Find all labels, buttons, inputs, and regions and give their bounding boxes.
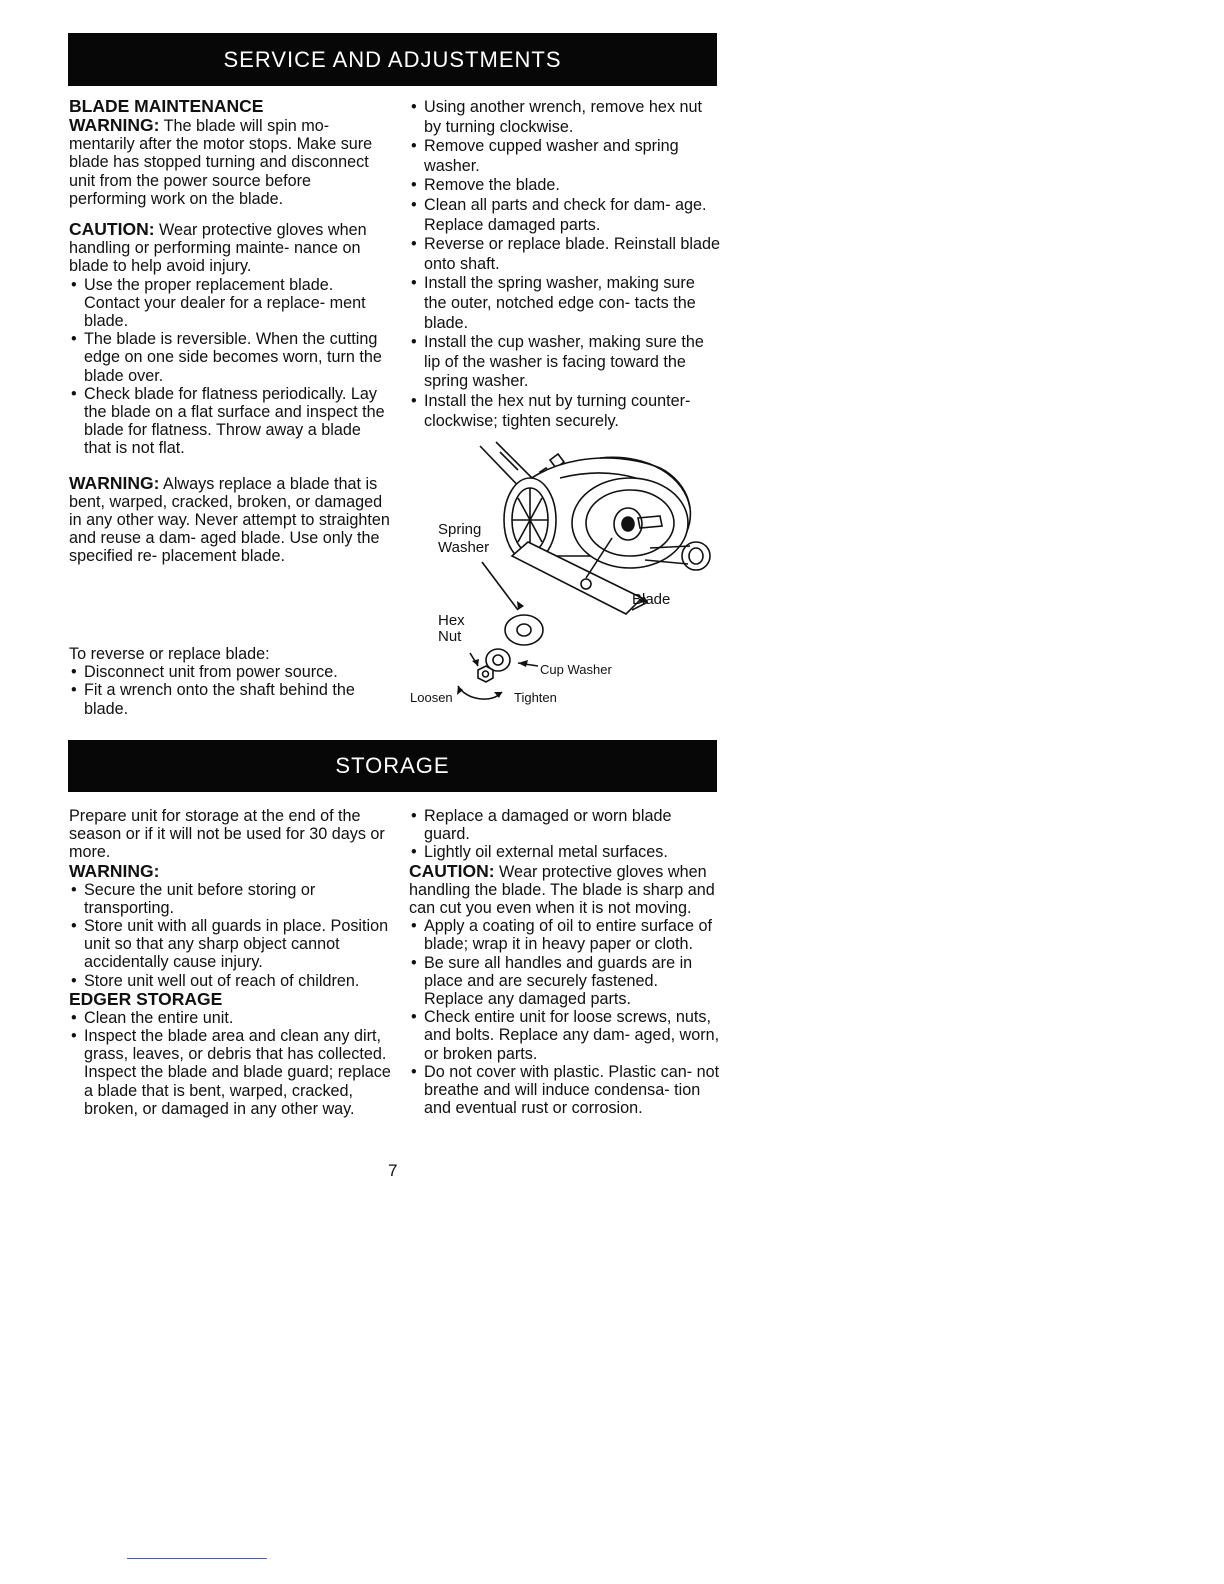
spring-label: Spring bbox=[438, 521, 482, 538]
loosen-label: Loosen bbox=[410, 690, 453, 705]
list-item: • Replace a damaged or worn blade guard. bbox=[409, 807, 721, 843]
list-item: • Clean all parts and check for dam- age. Replace damaged parts. bbox=[409, 196, 721, 235]
list-item: • Lightly oil external metal surfaces. bbox=[409, 843, 721, 861]
reverse-list bbox=[69, 663, 391, 718]
blade-label: Blade bbox=[632, 591, 671, 608]
caution-label: CAUTION: bbox=[69, 219, 155, 240]
list-item: • Apply a coating of oil to entire surface of blade; wrap it in heavy paper or cloth. bbox=[409, 917, 721, 953]
washer-label: Washer bbox=[438, 539, 490, 556]
list-item: • Use the proper replacement blade. Contact your dealer for a replace- ment blade. bbox=[69, 276, 391, 331]
list-item: • Reverse or replace blade. Reinstall blade onto shaft. bbox=[409, 235, 721, 274]
storage-right-list-top bbox=[409, 807, 721, 862]
storage-right-list-bottom bbox=[409, 917, 721, 1117]
page-number: 7 bbox=[388, 1161, 398, 1180]
list-item: • Install the hex nut by turning counter- clockwise; tighten securely. bbox=[409, 392, 721, 431]
blade-maintenance-column bbox=[69, 97, 391, 566]
blade-steps-list bbox=[409, 98, 721, 431]
warning-text: The blade will spin mo- mentarily after the motor stops. Make sure blade has stopped turning and disconnect unit from the power source before performing work on the blade. bbox=[69, 117, 373, 208]
list-item: • Store unit well out of reach of children. bbox=[69, 972, 391, 990]
edger-storage-list bbox=[69, 1009, 391, 1118]
list-item: • Fit a wrench onto the shaft behind the blade. bbox=[69, 681, 391, 717]
caution-text: Wear protective gloves when handling or performing mainte- nance on blade to help avoid injury. bbox=[69, 221, 367, 276]
edger-storage-heading: EDGER STORAGE bbox=[69, 988, 223, 1009]
warning-label: WARNING: bbox=[69, 115, 160, 135]
warning2-label: WARNING: bbox=[69, 472, 160, 493]
blade-warning-paragraph bbox=[69, 116, 391, 208]
list-item: • The blade is reversible. When the cutting edge on one side becomes worn, turn the blade over. bbox=[69, 330, 391, 385]
footer-divider bbox=[127, 1558, 267, 1559]
list-item: • Check blade for flatness periodically. Lay the blade on a flat surface and inspect the blade for flatness. Throw away a blade that is not flat. bbox=[69, 385, 391, 458]
list-item: • Using another wrench, remove hex nut by turning clockwise. bbox=[409, 98, 721, 137]
list-item: • Disconnect unit from power source. bbox=[69, 663, 391, 681]
list-item: • Check entire unit for loose screws, nuts, and bolts. Replace any dam- aged, worn, or broken parts. bbox=[409, 1008, 721, 1063]
list-item: • Install the cup washer, making sure the lip of the washer is facing toward the spring washer. bbox=[409, 333, 721, 392]
storage-caution-text: Wear protective gloves when handling the blade. The blade is sharp and can cut you even when it is not moving. bbox=[409, 862, 715, 918]
storage-warning-list bbox=[69, 881, 391, 990]
blade-caution-paragraph bbox=[69, 220, 391, 276]
list-item: • Secure the unit before storing or transporting. bbox=[69, 881, 391, 917]
storage-caution-paragraph bbox=[409, 862, 721, 918]
blade-assembly-illustration bbox=[400, 438, 720, 713]
storage-intro: Prepare unit for storage at the end of the season or if it will not be used for 30 days or more. bbox=[69, 807, 385, 862]
cup-washer-label: Cup Washer bbox=[540, 662, 612, 677]
blade-maintenance-heading: BLADE MAINTENANCE bbox=[69, 96, 264, 116]
blade-steps-column bbox=[409, 98, 721, 431]
nut-label: Nut bbox=[438, 628, 462, 645]
list-item: • Do not cover with plastic. Plastic can- not breathe and will induce condensa- tion and eventual rust or corrosion. bbox=[409, 1063, 721, 1118]
list-item: • Install the spring washer, making sure the outer, notched edge con- tacts the blade. bbox=[409, 274, 721, 333]
list-item: • Be sure all handles and guards are in place and are securely fastened. Replace any damaged parts. bbox=[409, 954, 721, 1009]
list-item: • Store unit with all guards in place. Position unit so that any sharp object cannot accidentally cause injury. bbox=[69, 917, 391, 972]
blade-assembly-figure bbox=[400, 438, 720, 713]
storage-banner-title: STORAGE bbox=[335, 753, 450, 778]
warning2-text: Always replace a blade that is bent, warped, cracked, broken, or damaged in any other way. Never attempt to straighten and reuse a dam- aged blade. Use only the specified re- placement blade. bbox=[69, 474, 390, 566]
blade-maintenance-list bbox=[69, 276, 391, 458]
tighten-label: Tighten bbox=[514, 690, 557, 705]
storage-right-column bbox=[409, 807, 721, 1117]
reverse-intro: To reverse or replace blade: bbox=[69, 645, 270, 663]
list-item: • Remove the blade. bbox=[409, 176, 721, 196]
storage-warning-heading: WARNING: bbox=[69, 860, 160, 881]
list-item: • Clean the entire unit. bbox=[69, 1009, 391, 1027]
list-item: • Remove cupped washer and spring washer. bbox=[409, 137, 721, 176]
service-banner-title: SERVICE AND ADJUSTMENTS bbox=[223, 47, 562, 72]
storage-left-column bbox=[69, 807, 391, 1118]
storage-banner bbox=[68, 740, 717, 792]
storage-caution-label: CAUTION: bbox=[409, 860, 495, 881]
list-item: • Inspect the blade area and clean any dirt, grass, leaves, or debris that has collected. Inspect the blade and blade guard; replace a blade that is bent, warped, cracked, broken, or damaged in any other way. bbox=[69, 1027, 391, 1118]
blade-warning2-paragraph bbox=[69, 474, 391, 566]
hex-label: Hex bbox=[438, 612, 465, 629]
reverse-blade-section bbox=[69, 645, 391, 718]
service-banner bbox=[68, 33, 717, 86]
